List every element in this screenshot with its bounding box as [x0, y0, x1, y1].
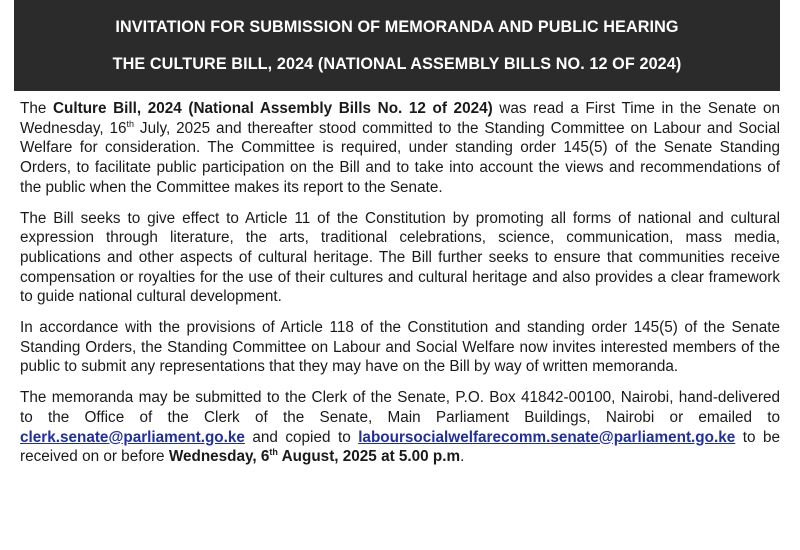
- paragraph-submission: [20, 388, 780, 467]
- paragraph-introduction: [20, 99, 780, 198]
- deadline-day: Wednesday, 6: [168, 448, 270, 466]
- deadline-ordinal-suffix: th: [269, 447, 278, 458]
- ordinal-suffix: th: [126, 118, 135, 129]
- p4-text-received: to be received on or before: [20, 428, 780, 466]
- p4-period: .: [460, 448, 465, 466]
- notice-body: [20, 99, 780, 478]
- p1-text-end: July, 2025 and thereafter stood committed to the Standing Committee on Labour and Social Welfare for consideration. The Committee is required, under standing order 145(5) of the Senate Standing Orders, to facilitate public participation on the Bill and to take into account the views and recommendations of the public when the Committee makes its report to the Senate.: [20, 119, 780, 196]
- header-banner: [14, 0, 780, 91]
- p1-text-start: The: [20, 100, 53, 117]
- clerk-email-link[interactable]: clerk.senate@parliament.go.ke: [20, 428, 245, 446]
- deadline-time: August, 2025 at 5.00 p.m: [277, 448, 461, 466]
- bill-name: Culture Bill, 2024 (National Assembly Bills No. 12 of 2024): [52, 100, 493, 117]
- p4-text-copied: and copied to: [244, 428, 359, 446]
- p4-text-start: The memoranda may be submitted to the Clerk of the Senate, P.O. Box 41842-00100, Nairobi, hand-delivered to the Office of the Clerk of the Senate, Main Parliament Buildings, Nairobi or emailed to: [20, 389, 780, 426]
- p1-text-date: was read a First Time in the Senate on Wednesday, 16: [20, 100, 780, 137]
- committee-email-link[interactable]: laboursocialwelfarecomm.senate@parliament.go.ke: [358, 428, 736, 446]
- paragraph-invitation: In accordance with the provisions of Article 118 of the Constitution and standing order 145(5) of the Senate Standing Orders, the Standing Committee on Labour and Social Welfare now invites interested members of the public to submit any representations that they may have on the Bill by way of written memoranda.: [20, 319, 780, 376]
- notice-title: INVITATION FOR SUBMISSION OF MEMORANDA AND PUBLIC HEARING: [115, 17, 679, 36]
- submission-deadline: [169, 448, 460, 465]
- bill-title: THE CULTURE BILL, 2024 (NATIONAL ASSEMBLY BILLS NO. 12 OF 2024): [112, 55, 682, 73]
- paragraph-bill-objectives: The Bill seeks to give effect to Article 11 of the Constitution by promoting all forms of national and cultural expression through literature, the arts, traditional celebrations, science, communication, mass media, publications and other aspects of cultural heritage. The Bill further seeks to ensure that communities receive compensation or royalties for the use of their cultures and cultural heritage and also provides a clear framework to guide national cultural development.: [20, 209, 780, 306]
